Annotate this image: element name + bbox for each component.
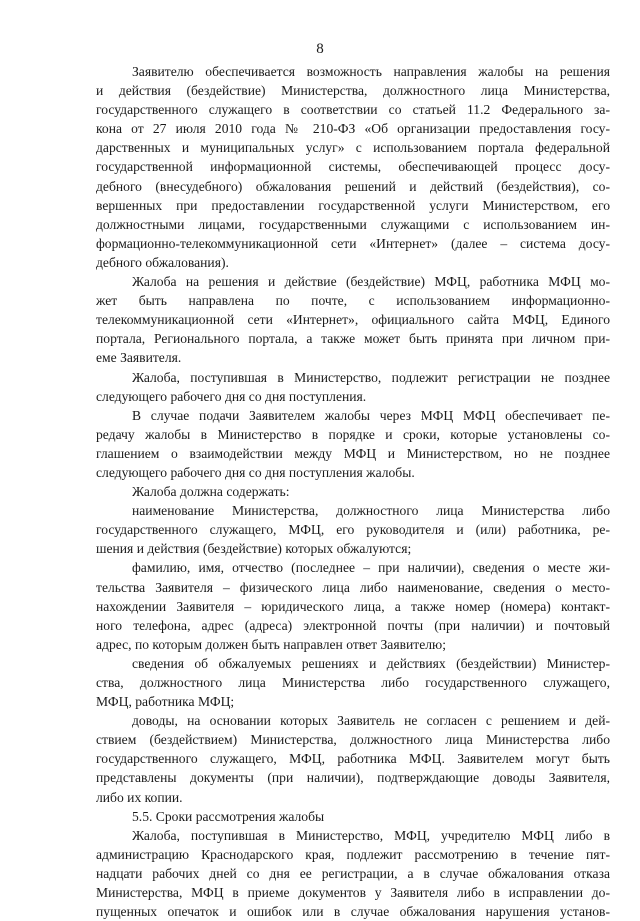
text-line: Жалоба, поступившая в Министерство, МФЦ, учредителю МФЦ либо в bbox=[132, 827, 610, 843]
text-line: администрацию Краснодарского края, подлежит рассмотрению в течение пят- bbox=[96, 846, 610, 862]
text-line: ства, должностного лица Министерства либо государственного служащего, bbox=[96, 675, 610, 690]
text-line: должностными лицами, государственными служащими с использованием ин- bbox=[96, 216, 610, 232]
text-line: пущенных опечаток и ошибок или в случае обжалования нарушения установ- bbox=[96, 904, 610, 920]
text-line: дебного обжалования). bbox=[96, 254, 229, 270]
text-line: редачу жалобы в Министерство в порядке и сроки, которые установлены со- bbox=[96, 426, 610, 442]
page-number: 8 bbox=[316, 41, 324, 57]
text-line: нахождении Заявителя – юридического лица, а также номер (номера) контакт- bbox=[96, 598, 610, 614]
text-line: Жалоба на решения и действие (бездействие) МФЦ, работника МФЦ мо- bbox=[132, 274, 610, 290]
text-line: сведения об обжалуемых решениях и действиях (бездействии) Министер- bbox=[132, 655, 610, 671]
text-line: ного телефона, адрес (адреса) электронной почты (при наличии) и почтовый bbox=[96, 617, 610, 633]
text-line: вершенных при предоставлении государственной услуги Министерством, его bbox=[96, 197, 610, 213]
text-line: жет быть направлена по почте, с использованием информационно- bbox=[96, 293, 610, 309]
text-line: 5.5. Сроки рассмотрения жалобы bbox=[132, 808, 325, 824]
text-line: и действия (бездействие) Министерства, должностного лица Министерства, bbox=[96, 83, 610, 99]
text-line: В случае подачи Заявителем жалобы через МФЦ МФЦ обеспечивает пе- bbox=[132, 407, 610, 423]
text-line: надцати рабочих дней со дня ее регистрации, а в случае обжалования отказа bbox=[96, 865, 610, 881]
text-line: государственного служащего, МФЦ, его руководителя и (или) работника, ре- bbox=[96, 522, 610, 538]
text-line: фамилию, имя, отчество (последнее – при наличии), сведения о месте жи- bbox=[132, 560, 610, 576]
text-line: следующего рабочего дня со дня поступления. bbox=[96, 388, 367, 404]
text-line: доводы, на основании которых Заявитель не согласен с решением и дей- bbox=[132, 713, 610, 729]
text-line: представлены документы (при наличии), подтверждающие доводы Заявителя, bbox=[96, 770, 610, 786]
text-line: формационно-телекоммуникационной сети «Интернет» (далее – система досу- bbox=[96, 235, 610, 251]
text-line: следующего рабочего дня со дня поступления жалобы. bbox=[96, 464, 415, 480]
text-line: наименование Министерства, должностного лица Министерства либо bbox=[132, 503, 610, 519]
text-line: портала, Регионального портала, а также может быть принята при личном при- bbox=[96, 331, 610, 347]
text-line: адрес, по которым должен быть направлен ответ Заявителю; bbox=[96, 636, 446, 652]
text-line: Жалоба должна содержать: bbox=[132, 484, 290, 500]
text-line: Заявителю обеспечивается возможность направления жалобы на решения bbox=[132, 64, 610, 79]
text-line: Министерства, МФЦ в приеме документов у Заявителя либо в исправлении до- bbox=[96, 885, 610, 901]
text-line: либо их копии. bbox=[96, 789, 183, 805]
text-line: Жалоба, поступившая в Министерство, подлежит регистрации не позднее bbox=[132, 369, 610, 385]
text-line: государственной информационной системы, обеспечивающей процесс досу- bbox=[96, 159, 610, 175]
text-line: дарственных и муниципальных услуг» с использованием портала федеральной bbox=[96, 140, 610, 156]
text-line: дебного (внесудебного) обжалования решений и действий (бездействия), со- bbox=[96, 178, 610, 194]
text-line: телекоммуникационной сети «Интернет», официального сайта МФЦ, Единого bbox=[96, 312, 610, 328]
text-line: МФЦ, работника МФЦ; bbox=[96, 694, 235, 710]
text-line: ствием (бездействием) Министерства, должностного лица Министерства либо bbox=[96, 732, 610, 748]
text-line: глашением о взаимодействии между МФЦ и Министерством, но не позднее bbox=[96, 445, 610, 461]
text-line: государственного служащего в соответствии со статьей 11.2 Федерального за- bbox=[96, 102, 610, 118]
text-line: еме Заявителя. bbox=[96, 350, 182, 366]
text-line: кона от 27 июля 2010 года № 210-ФЗ «Об организации предоставления госу- bbox=[96, 121, 610, 137]
text-line: шения и действия (бездействие) которых обжалуются; bbox=[96, 541, 412, 557]
document-body bbox=[96, 62, 610, 921]
text-line: тельства Заявителя – физического лица либо наименование, сведения о место- bbox=[96, 579, 610, 595]
text-line: государственного служащего, МФЦ, работника МФЦ. Заявителем могут быть bbox=[96, 751, 610, 767]
